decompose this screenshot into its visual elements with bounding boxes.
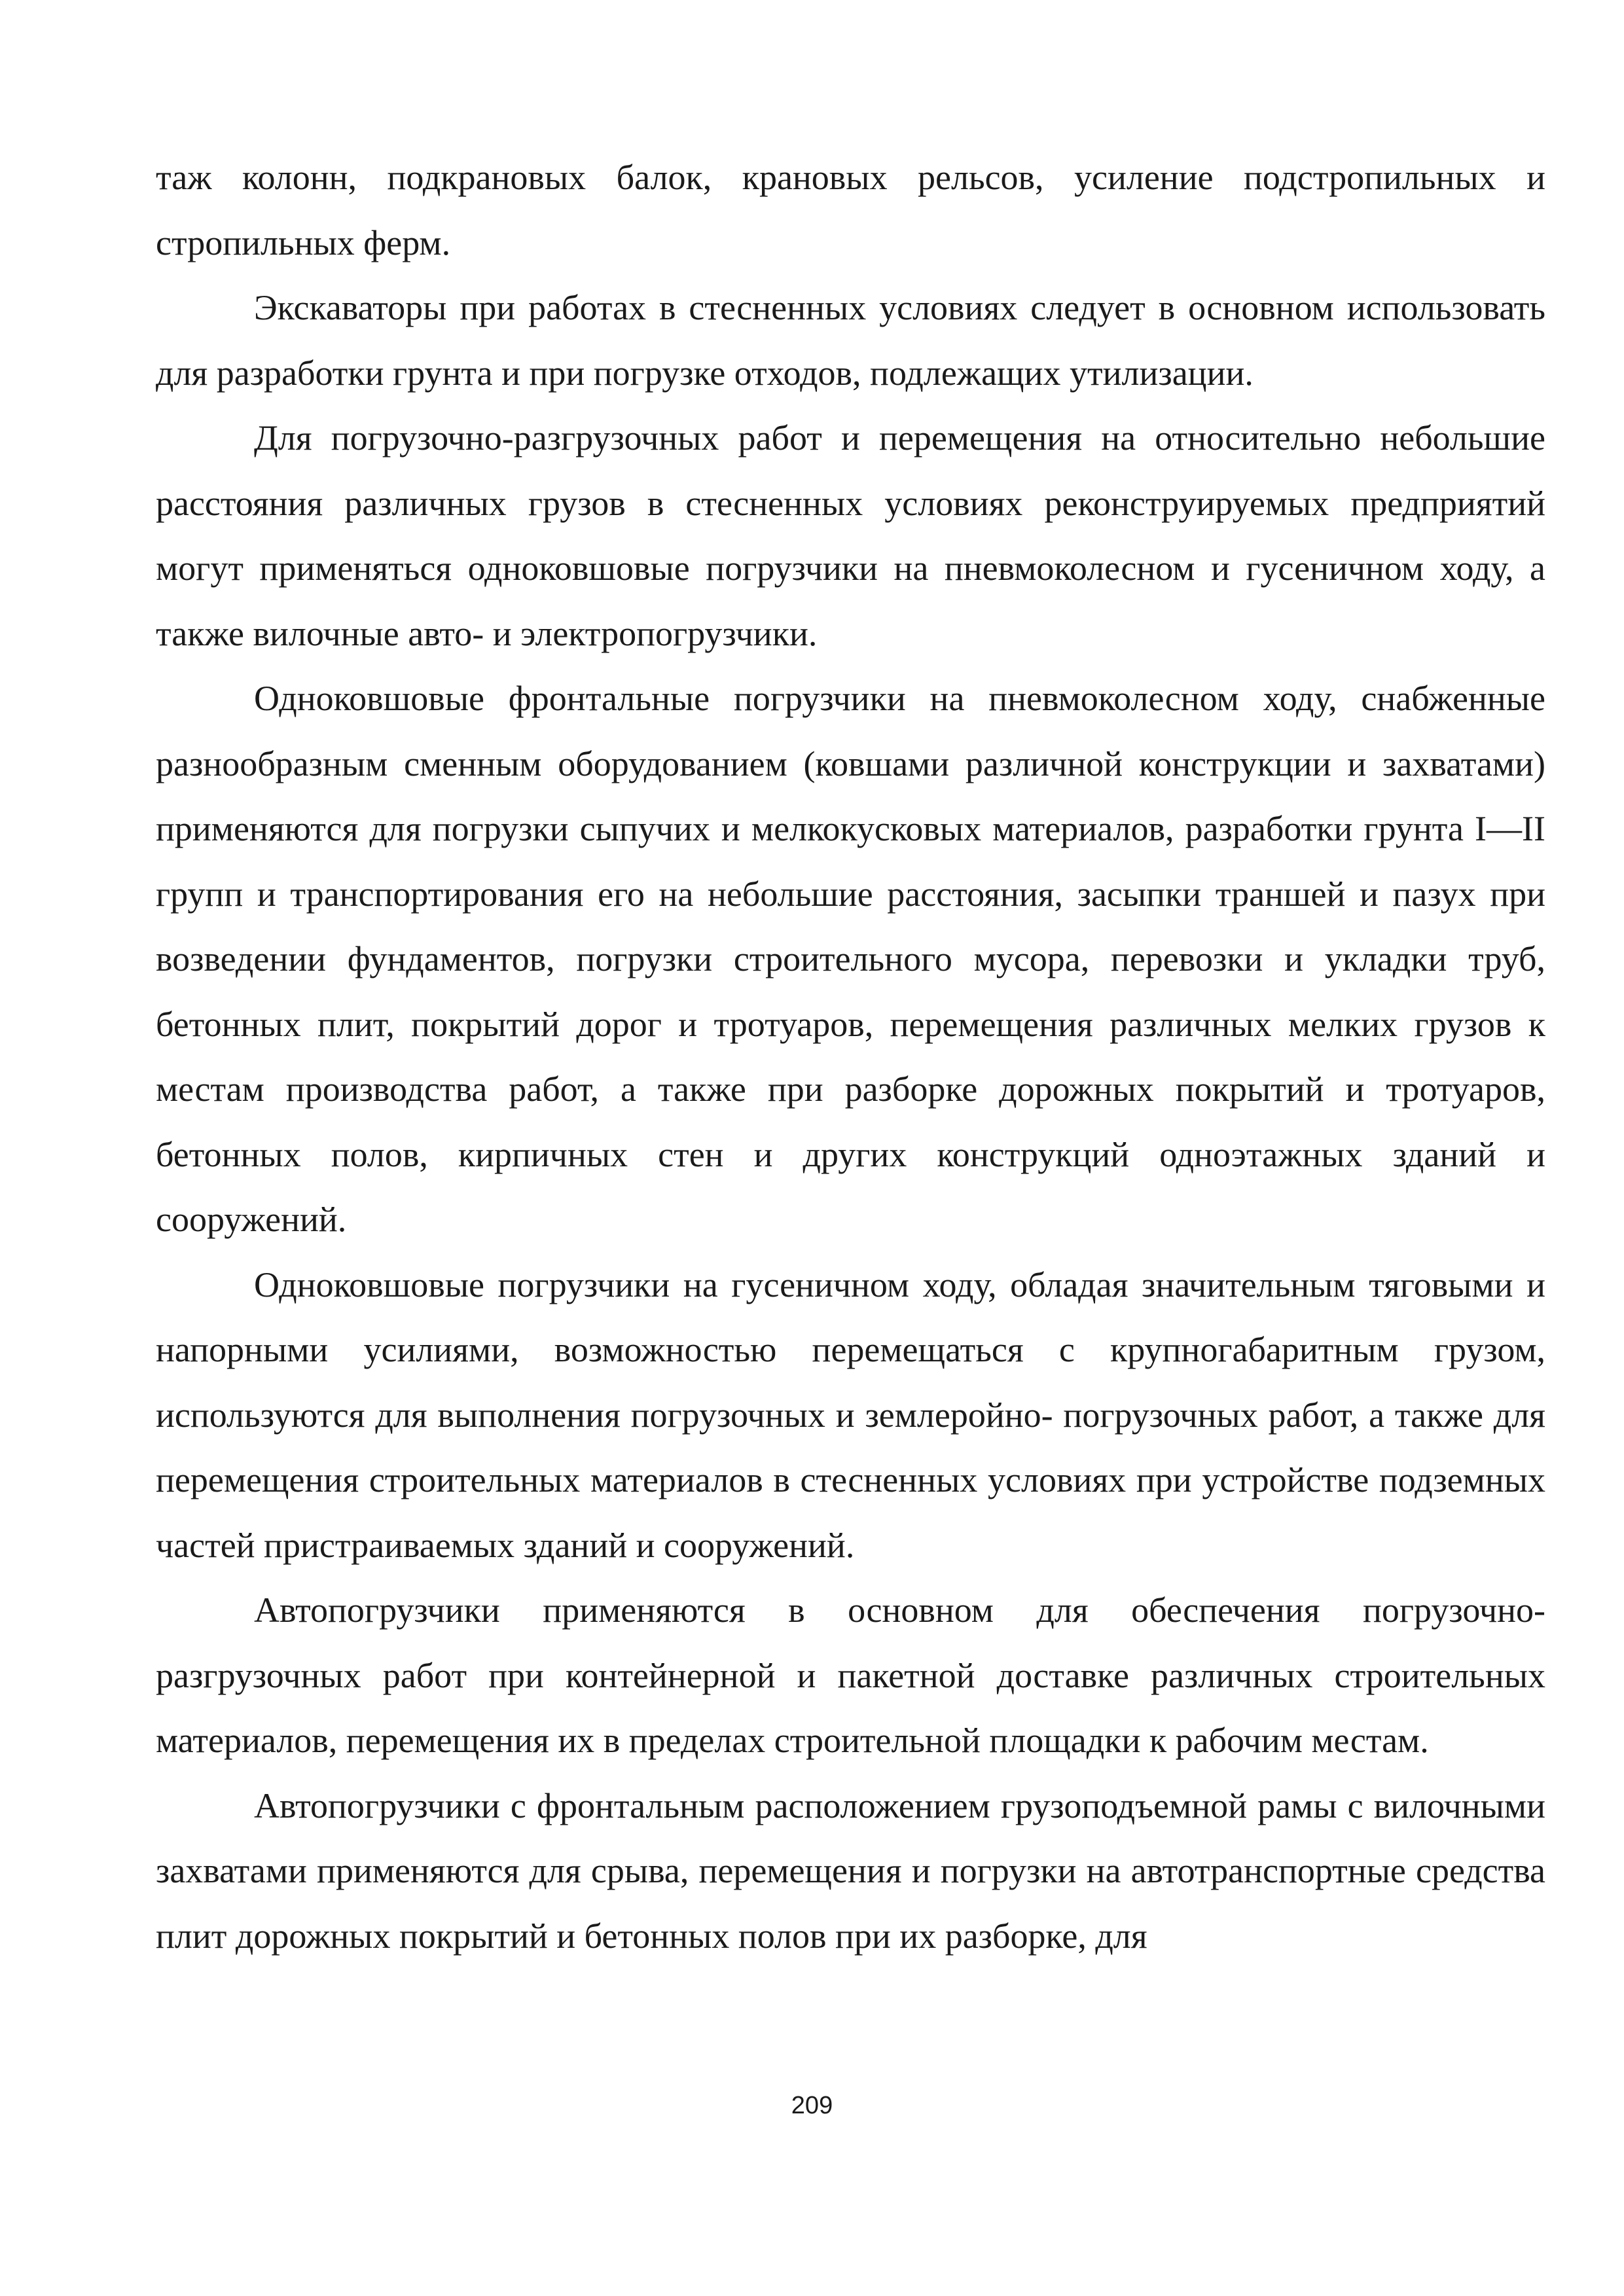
paragraph-6: Автопогрузчики применяются в основном для обеспечения погрузочно-разгрузочных работ при контейнерной и пакетной доставке различных строительных материалов, перемещения их в пределах строительной площадки к рабочим местам.	[156, 1590, 1545, 1760]
paragraph-7: Автопогрузчики с фронтальным расположением грузоподъемной рамы с вилочными захватами применяются для срыва, перемещения и погрузки на автотранспортные средства плит дорожных покрытий и бетонных полов при их разборке, для	[156, 1785, 1545, 1956]
paragraph-2: Экскаваторы при работах в стесненных условиях следует в основном использовать для разработки грунта и при погрузке отходов, подлежащих утилизации.	[156, 288, 1545, 393]
paragraph-5: Одноковшовые погрузчики на гусеничном ходу, обладая значительным тяговыми и напорными усилиями, возможностью перемещаться с крупногабаритным грузом, используются для выполнения погрузочных и землеройно- погрузочных работ, а также для перемещения строительных материалов в стесненных условиях при устройстве подземных частей пристраиваемых зданий и сооружений.	[156, 1265, 1545, 1565]
body-text	[156, 145, 1545, 1969]
paragraph-3: Для погрузочно-разгрузочных работ и перемещения на относительно небольшие расстояния различных грузов в стесненных условиях реконструируемых предприятий могут применяться одноковшовые погрузчики на пневмоколесном и гусеничном ходу, а также вилочные авто- и электропогрузчики.	[156, 418, 1545, 653]
paragraph-4: Одноковшовые фронтальные погрузчики на пневмоколесном ходу, снабженные разнообразным сменным оборудованием (ковшами различной конструкции и захватами) применяются для погрузки сыпучих и мелкокусковых материалов, разработки грунта I—II групп и транспортирования его на небольшие расстояния, засыпки траншей и пазух при возведении фундаментов, погрузки строительного мусора, перевозки и укладки труб, бетонных плит, покрытий дорог и тротуаров, перемещения различных мелких грузов к местам производства работ, а также при разборке дорожных покрытий и тротуаров, бетонных полов, кирпичных стен и других конструкций одноэтажных зданий и сооружений.	[156, 679, 1545, 1239]
paragraph-1: таж колонн, подкрановых балок, крановых рельсов, усиление подстропильных и стропильных ферм.	[156, 158, 1545, 262]
page-number: 209	[791, 2092, 833, 2119]
